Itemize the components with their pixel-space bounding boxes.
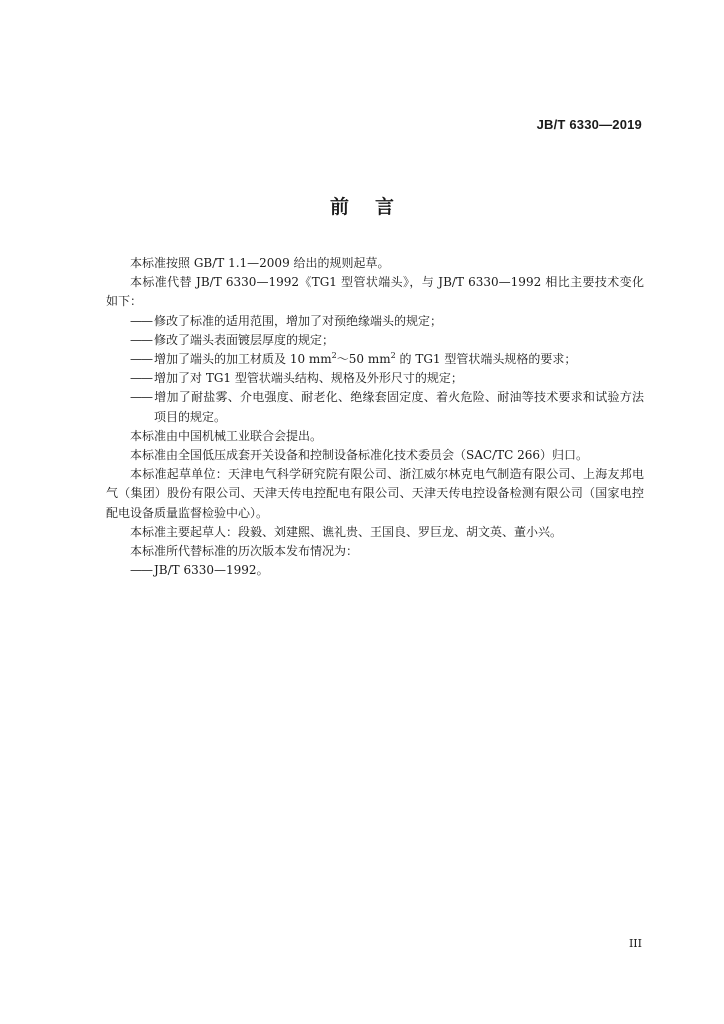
history-text: JB/T 6330—1992。 [154,563,269,578]
change-text: ～50 mm [336,352,391,367]
paragraph-proposer: 本标准由中国机械工业联合会提出。 [130,428,323,443]
standard-code: JB/T 6330—2019 [536,117,642,132]
dash-mark: —— [130,371,152,386]
change-text: 的 TG1 型管状端头规格的要求； [395,352,577,367]
dash-mark: —— [130,352,152,367]
dash-mark: —— [130,390,152,405]
paragraph-drafters: 本标准主要起草人：段毅、刘建熙、谯礼贵、王国良、罗巨龙、胡文英、董小兴。 [130,524,563,539]
preface-body [106,254,644,580]
superscript: 2 [331,351,337,361]
page-title: 前言 [329,196,420,218]
change-item [106,388,644,426]
paragraph-drafting-units: 本标准起草单位：天津电气科学研究院有限公司、浙江威尔林克电气制造有限公司、上海友邦电气（集团）股份有限公司、天津天传电控配电有限公司、天津天传电控设备检测有限公司（国家电控配电设备质量监督检验中心）。 [106,467,644,520]
paragraph-replacement: 本标准代替 JB/T 6330—1992《TG1 型管状端头》，与 JB/T 6330—1992 相比主要技术变化如下： [106,275,644,309]
change-text: 增加了对 TG1 型管状端头结构、规格及外形尺寸的规定； [154,371,463,386]
change-item [106,369,644,388]
dash-mark: —— [130,563,152,578]
dash-mark: —— [130,332,152,347]
page-number: III [628,937,642,950]
change-text: 修改了端头表面镀层厚度的规定； [154,332,335,347]
paragraph-drafting-rule: 本标准按照 GB/T 1.1—2009 给出的规则起草。 [130,256,390,270]
dash-mark: —— [130,313,152,328]
change-item [106,331,644,350]
change-item [106,350,644,369]
paragraph-committee: 本标准由全国低压成套开关设备和控制设备标准化技术委员会（SAC/TC 266）归口。 [130,448,589,463]
paragraph-history: 本标准所代替标准的历次版本发布情况为： [130,544,359,559]
change-text: 增加了耐盐雾、介电强度、耐老化、绝缘套固定度、着火危险、耐油等技术要求和试验方法项目的规定。 [154,390,644,424]
superscript: 2 [390,351,396,361]
change-text: 增加了端头的加工材质及 10 mm [154,352,332,367]
history-item [106,561,644,580]
change-item [106,312,644,331]
change-text: 修改了标准的适用范围，增加了对预绝缘端头的规定； [154,313,443,328]
